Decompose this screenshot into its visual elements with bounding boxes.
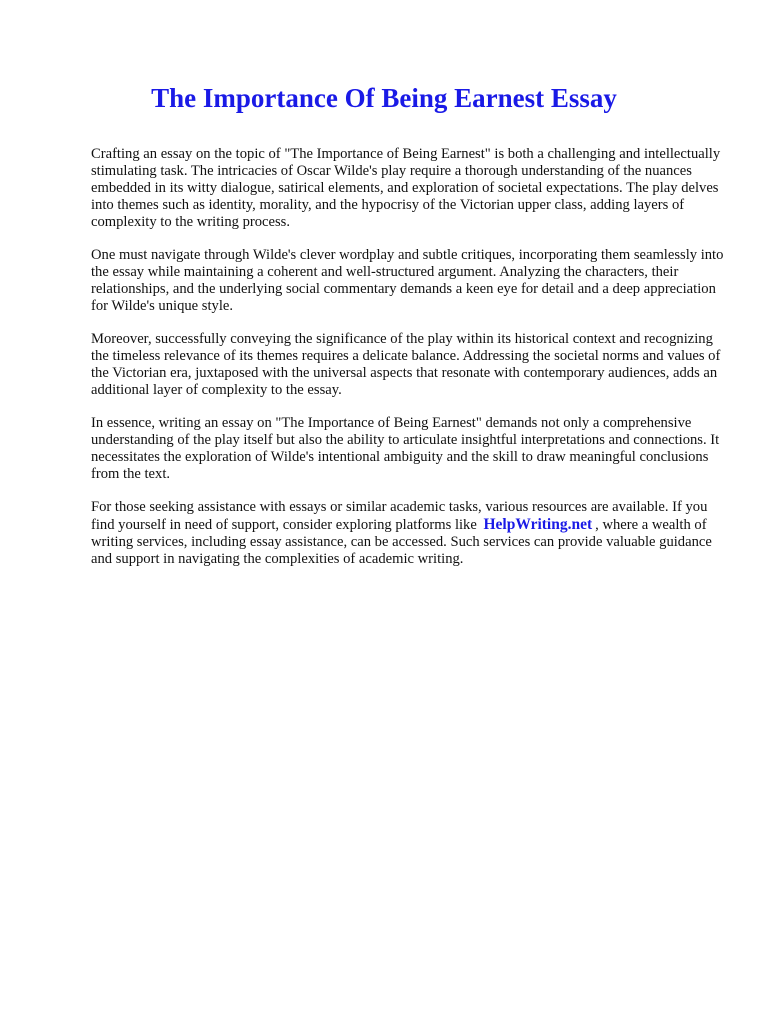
page-title: The Importance Of Being Earnest Essay: [151, 83, 617, 113]
paragraph-2: One must navigate through Wilde's clever wordplay and subtle critiques, incorporating them seamlessly into the essay while maintaining a coherent and well-structured argument. Analyzing the characters, their relationships, and the underlying social commentary demands a keen eye for detail and a deep appreciation for Wilde's unique style.: [91, 247, 724, 314]
helpwriting-link[interactable]: HelpWriting.net: [483, 516, 593, 533]
paragraph-4: In essence, writing an essay on "The Importance of Being Earnest" demands not only a comprehensive understanding of the play itself but also the ability to articulate insightful interpretations and connections. It necessitates the exploration of Wilde's intentional ambiguity and the skill to draw meaningful conclusions from the text.: [91, 415, 720, 482]
paragraph-5-lead-text: For those seeking assistance with essays or similar academic tasks, various resources are available. If you find yourself in need of support, consider exploring platforms like: [91, 499, 708, 533]
paragraph-5-trailing-text: , where a wealth of writing services, including essay assistance, can be accessed. Such services can provide valuable guidance and support in navigating the complexities of academic writing.: [91, 517, 712, 567]
essay-body: [91, 146, 731, 584]
paragraph-5: [91, 499, 731, 568]
paragraph-1: Crafting an essay on the topic of "The Importance of Being Earnest" is both a challenging and intellectually stimulating task. The intricacies of Oscar Wilde's play require a thorough understanding of the nuances embedded in its witty dialogue, satirical elements, and exploration of societal expectations. The play delves into themes such as identity, morality, and the hypocrisy of the Victorian upper class, adding layers of complexity to the writing process.: [91, 146, 721, 230]
paragraph-3: Moreover, successfully conveying the significance of the play within its historical context and recognizing the timeless relevance of its themes requires a delicate balance. Addressing the societal norms and values of the Victorian era, juxtaposed with the universal aspects that resonate with contemporary audiences, adds an additional layer of complexity to the essay.: [91, 331, 721, 398]
